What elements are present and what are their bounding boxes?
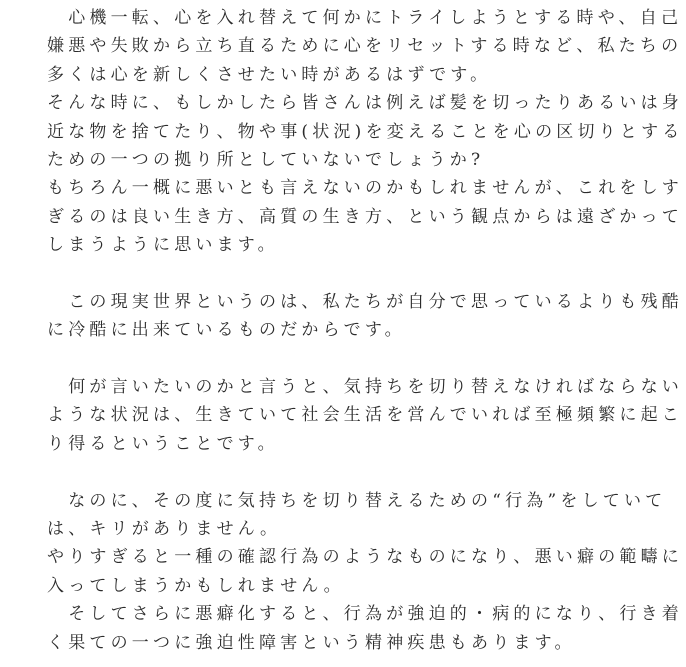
text-line: 多くは心を新しくさせたい時があるはずです。 — [47, 64, 492, 85]
text-line: ための一つの拠り所としていないでしょうか? — [47, 149, 485, 170]
text-line: 嫌悪や失敗から立ち直るために心をリセットする時など、私たちの — [47, 36, 683, 57]
paragraph — [47, 373, 683, 458]
text-line: この現実世界というのは、私たちが自分で思っているよりも残酷 — [47, 291, 683, 312]
paragraph — [47, 487, 683, 657]
text-line: もちろん一概に悪いとも言えないのかもしれませんが、これをしす — [47, 178, 683, 199]
paragraph-gap — [47, 458, 647, 486]
text-line: 何が言いたいのかと言うと、気持ちを切り替えなければならない — [47, 377, 683, 398]
text-line: やりすぎると一種の確認行為のようなものになり、悪い癖の範疇に — [47, 547, 683, 568]
text-line: 入ってしまうかもしれません。 — [47, 575, 345, 596]
text-line: そんな時に、もしかしたら皆さんは例えば髪を切ったりあるいは身 — [47, 93, 683, 114]
text-line: 心機一転、心を入れ替えて何かにトライしようとする時や、自己 — [47, 8, 683, 28]
paragraph-gap — [47, 260, 647, 288]
text-line: しまうように思います。 — [47, 235, 279, 256]
paragraph — [47, 288, 683, 345]
text-line: なのに、その度に気持ちを切り替えるための“行為”をしていて — [47, 490, 667, 511]
text-line: ぎるのは良い生き方、高質の生き方、という観点からは遠ざかって — [47, 206, 683, 227]
paragraph — [47, 4, 684, 260]
text-line: 近な物を捨てたり、物や事(状況)を変えることを心の区切りとする — [47, 121, 684, 142]
text-line: り得るということです。 — [47, 433, 279, 454]
text-line: に冷酷に出来ているものだからです。 — [47, 320, 406, 341]
text-line: ような状況は、生きていて社会生活を営んでいれば至極頻繁に起こ — [47, 405, 683, 426]
text-line: く果ての一つに強迫性障害という精神疾患もあります。 — [47, 632, 576, 653]
paragraph-gap — [47, 345, 647, 373]
text-line: そしてさらに悪癖化すると、行為が強迫的・病的になり、行き着 — [47, 604, 683, 625]
document-body — [47, 4, 684, 657]
text-line: は、キリがありません。 — [47, 519, 282, 540]
